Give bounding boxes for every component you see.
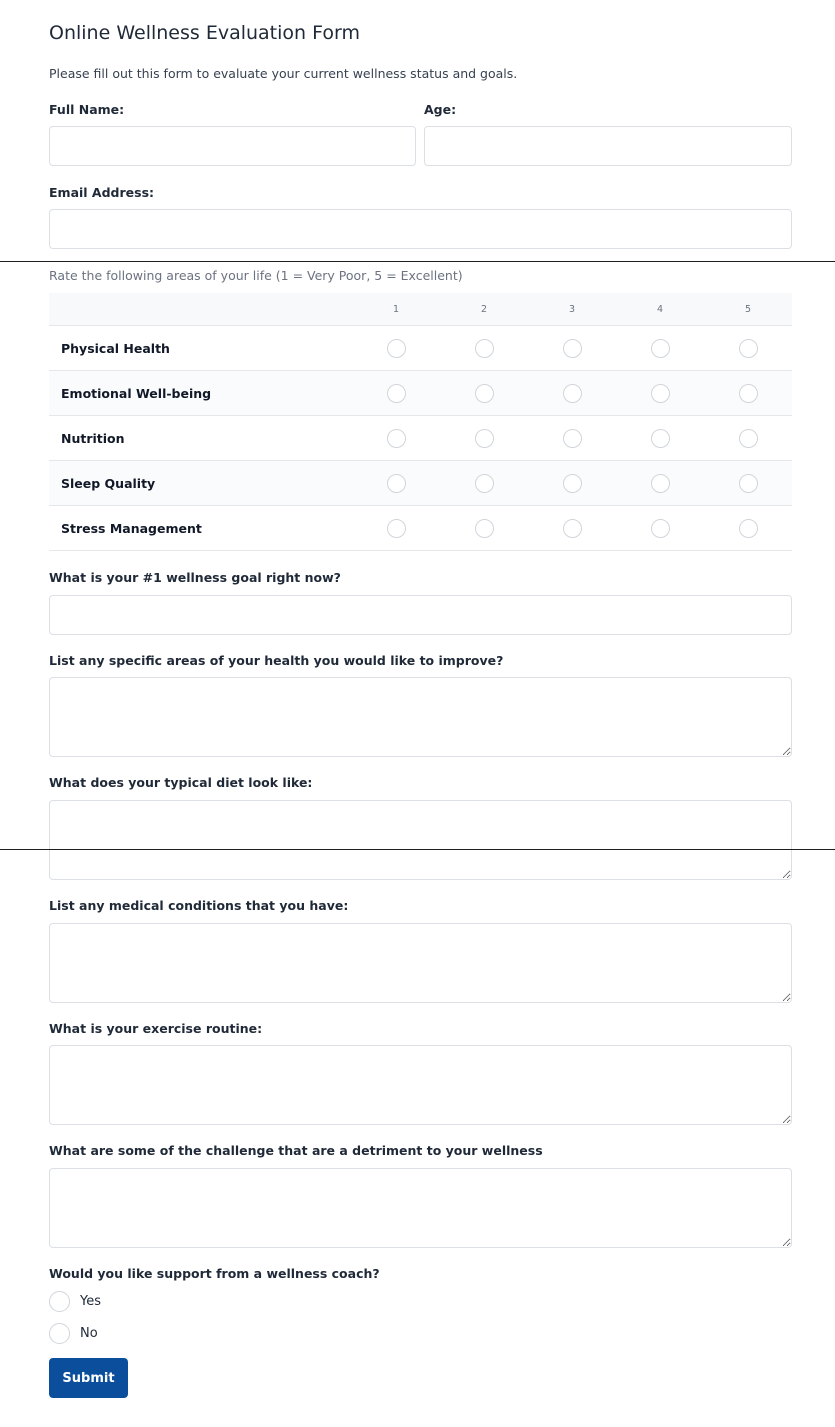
rating-row-label: Emotional Well-being — [49, 371, 352, 416]
rating-radio-physical-health-1[interactable] — [387, 339, 406, 358]
coach-option-yes-label: Yes — [80, 1293, 101, 1309]
rating-radio-emotional-2[interactable] — [475, 384, 494, 403]
challenges-label: What are some of the challenge that are a detriment to your wellness — [49, 1143, 543, 1158]
section-divider-bottom — [0, 849, 835, 850]
submit-button[interactable]: Submit — [49, 1358, 128, 1398]
goal-label: What is your #1 wellness goal right now? — [49, 570, 341, 585]
full-name-label: Full Name: — [49, 102, 125, 117]
rating-row-physical-health — [49, 326, 792, 371]
rating-radio-physical-health-4[interactable] — [651, 339, 670, 358]
rating-radio-stress-5[interactable] — [739, 519, 758, 538]
exercise-textarea[interactable] — [49, 1045, 792, 1125]
age-input[interactable] — [424, 126, 792, 166]
rating-column-5: 5 — [704, 293, 792, 326]
rating-column-4: 4 — [616, 293, 704, 326]
coach-option-yes[interactable] — [49, 1290, 101, 1312]
rating-radio-nutrition-1[interactable] — [387, 429, 406, 448]
medical-textarea[interactable] — [49, 923, 792, 1003]
rating-header-blank — [49, 293, 352, 326]
rating-radio-sleep-3[interactable] — [563, 474, 582, 493]
rating-row-label: Physical Health — [49, 326, 352, 371]
form-title: Online Wellness Evaluation Form — [49, 22, 360, 44]
rating-row-label: Stress Management — [49, 506, 352, 551]
coach-option-no-label: No — [80, 1325, 98, 1341]
section-divider-top — [0, 261, 835, 262]
rating-matrix — [49, 293, 792, 551]
goal-input[interactable] — [49, 595, 792, 635]
form-description: Please fill out this form to evaluate your current wellness status and goals. — [49, 66, 518, 81]
rating-radio-nutrition-3[interactable] — [563, 429, 582, 448]
challenges-textarea[interactable] — [49, 1168, 792, 1248]
full-name-input[interactable] — [49, 126, 416, 166]
rating-radio-nutrition-2[interactable] — [475, 429, 494, 448]
rating-header-row — [49, 293, 792, 326]
rating-radio-stress-4[interactable] — [651, 519, 670, 538]
rating-radio-stress-1[interactable] — [387, 519, 406, 538]
coach-label: Would you like support from a wellness coach? — [49, 1266, 380, 1281]
rating-column-1: 1 — [352, 293, 440, 326]
rating-column-3: 3 — [528, 293, 616, 326]
improve-textarea[interactable] — [49, 677, 792, 757]
exercise-label: What is your exercise routine: — [49, 1021, 263, 1036]
rating-column-2: 2 — [440, 293, 528, 326]
rating-row-sleep-quality — [49, 461, 792, 506]
rating-radio-sleep-2[interactable] — [475, 474, 494, 493]
rating-row-emotional-well-being — [49, 371, 792, 416]
rating-radio-physical-health-3[interactable] — [563, 339, 582, 358]
age-label: Age: — [424, 102, 457, 117]
medical-label: List any medical conditions that you have: — [49, 898, 349, 913]
rating-radio-physical-health-5[interactable] — [739, 339, 758, 358]
diet-textarea[interactable] — [49, 800, 792, 880]
rating-radio-stress-2[interactable] — [475, 519, 494, 538]
rating-radio-nutrition-4[interactable] — [651, 429, 670, 448]
rating-caption: Rate the following areas of your life (1 = Very Poor, 5 = Excellent) — [49, 268, 463, 283]
improve-label: List any specific areas of your health you would like to improve? — [49, 653, 504, 668]
rating-row-stress-management — [49, 506, 792, 551]
rating-row-nutrition — [49, 416, 792, 461]
rating-radio-nutrition-5[interactable] — [739, 429, 758, 448]
rating-radio-sleep-1[interactable] — [387, 474, 406, 493]
rating-radio-physical-health-2[interactable] — [475, 339, 494, 358]
rating-radio-emotional-1[interactable] — [387, 384, 406, 403]
rating-radio-emotional-5[interactable] — [739, 384, 758, 403]
rating-radio-sleep-5[interactable] — [739, 474, 758, 493]
rating-radio-emotional-4[interactable] — [651, 384, 670, 403]
coach-option-no[interactable] — [49, 1322, 98, 1344]
rating-radio-sleep-4[interactable] — [651, 474, 670, 493]
email-label: Email Address: — [49, 185, 155, 200]
email-input[interactable] — [49, 209, 792, 249]
rating-row-label: Sleep Quality — [49, 461, 352, 506]
rating-radio-stress-3[interactable] — [563, 519, 582, 538]
coach-radio-no[interactable] — [49, 1323, 70, 1344]
rating-radio-emotional-3[interactable] — [563, 384, 582, 403]
rating-row-label: Nutrition — [49, 416, 352, 461]
diet-label: What does your typical diet look like: — [49, 775, 313, 790]
coach-radio-yes[interactable] — [49, 1291, 70, 1312]
